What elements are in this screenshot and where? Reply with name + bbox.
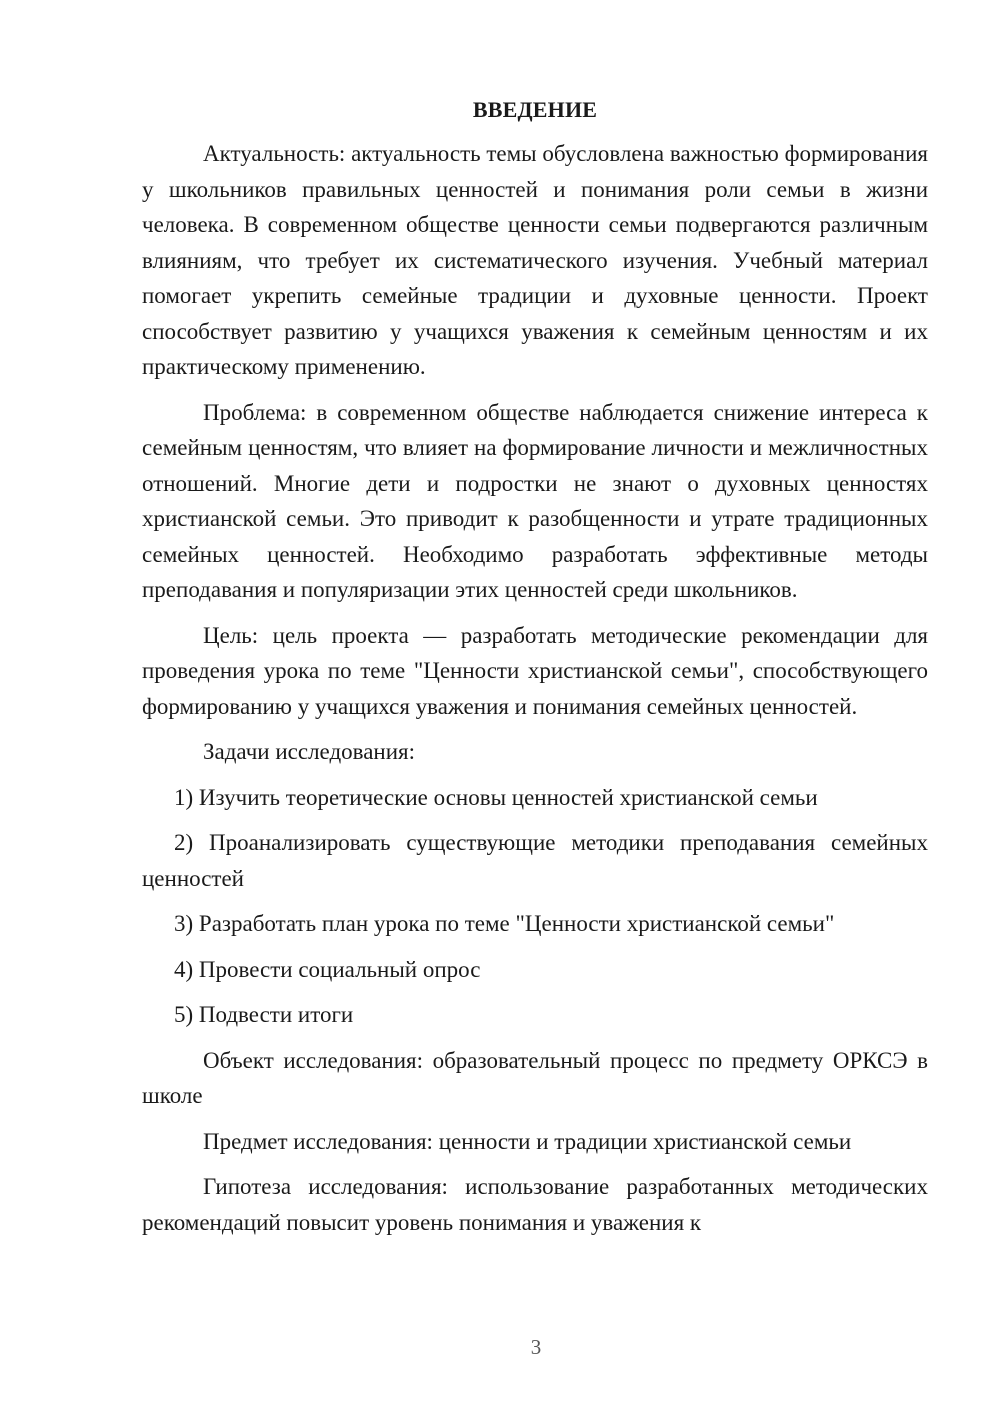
task-item-1: 1) Изучить теоретические основы ценностей христианской семьи	[174, 784, 818, 810]
paragraph-hypothesis: Гипотеза исследования: использование разработанных методических рекомендаций повысит уровень понимания и уважения к	[142, 1174, 928, 1235]
task-item-5: 5) Подвести итоги	[174, 1002, 354, 1027]
section-title: ВВЕДЕНИЕ	[472, 97, 598, 122]
task-item-2: 2) Проанализировать существующие методики преподавания семейных ценностей	[142, 830, 928, 891]
paragraph-relevance: Актуальность: актуальность темы обусловлена важностью формирования у школьников правильных ценностей и понимания роли семьи в жизни человека. В современном обществе ценности семьи подвергаются различным влияниям, что требует их систематического изучения. Учебный материал помогает укрепить семейные традиции и духовные ценности. Проект способствует развитию у учащихся уважения к семейным ценностям и их практическому применению.	[142, 141, 928, 379]
paragraph-object: Объект исследования: образовательный процесс по предмету ОРКСЭ в школе	[142, 1047, 928, 1108]
paragraph-subject: Предмет исследования: ценности и традиции христианской семьи	[203, 1128, 852, 1154]
paragraph-problem: Проблема: в современном обществе наблюдается снижение интереса к семейным ценностям, что влияет на формирование личности и межличностных отношений. Многие дети и подростки не знают о духовных ценностях христианской семьи. Это приводит к разобщенности и утрате традиционных семейных ценностей. Необходимо разработать эффективные методы преподавания и популяризации этих ценностей среди школьников.	[142, 399, 928, 602]
paragraph-tasks-heading: Задачи исследования:	[203, 739, 416, 764]
task-item-3: 3) Разработать план урока по теме "Ценности христианской семьи"	[174, 911, 835, 936]
paragraph-goal: Цель: цель проекта — разработать методические рекомендации для проведения урока по теме "Ценности христианской семьи", способствующего формированию у учащихся уважения и понимания семейных ценностей.	[142, 622, 928, 719]
page-number: 3	[530, 1335, 542, 1359]
task-item-4: 4) Провести социальный опрос	[174, 956, 481, 982]
page-content	[142, 94, 928, 1250]
